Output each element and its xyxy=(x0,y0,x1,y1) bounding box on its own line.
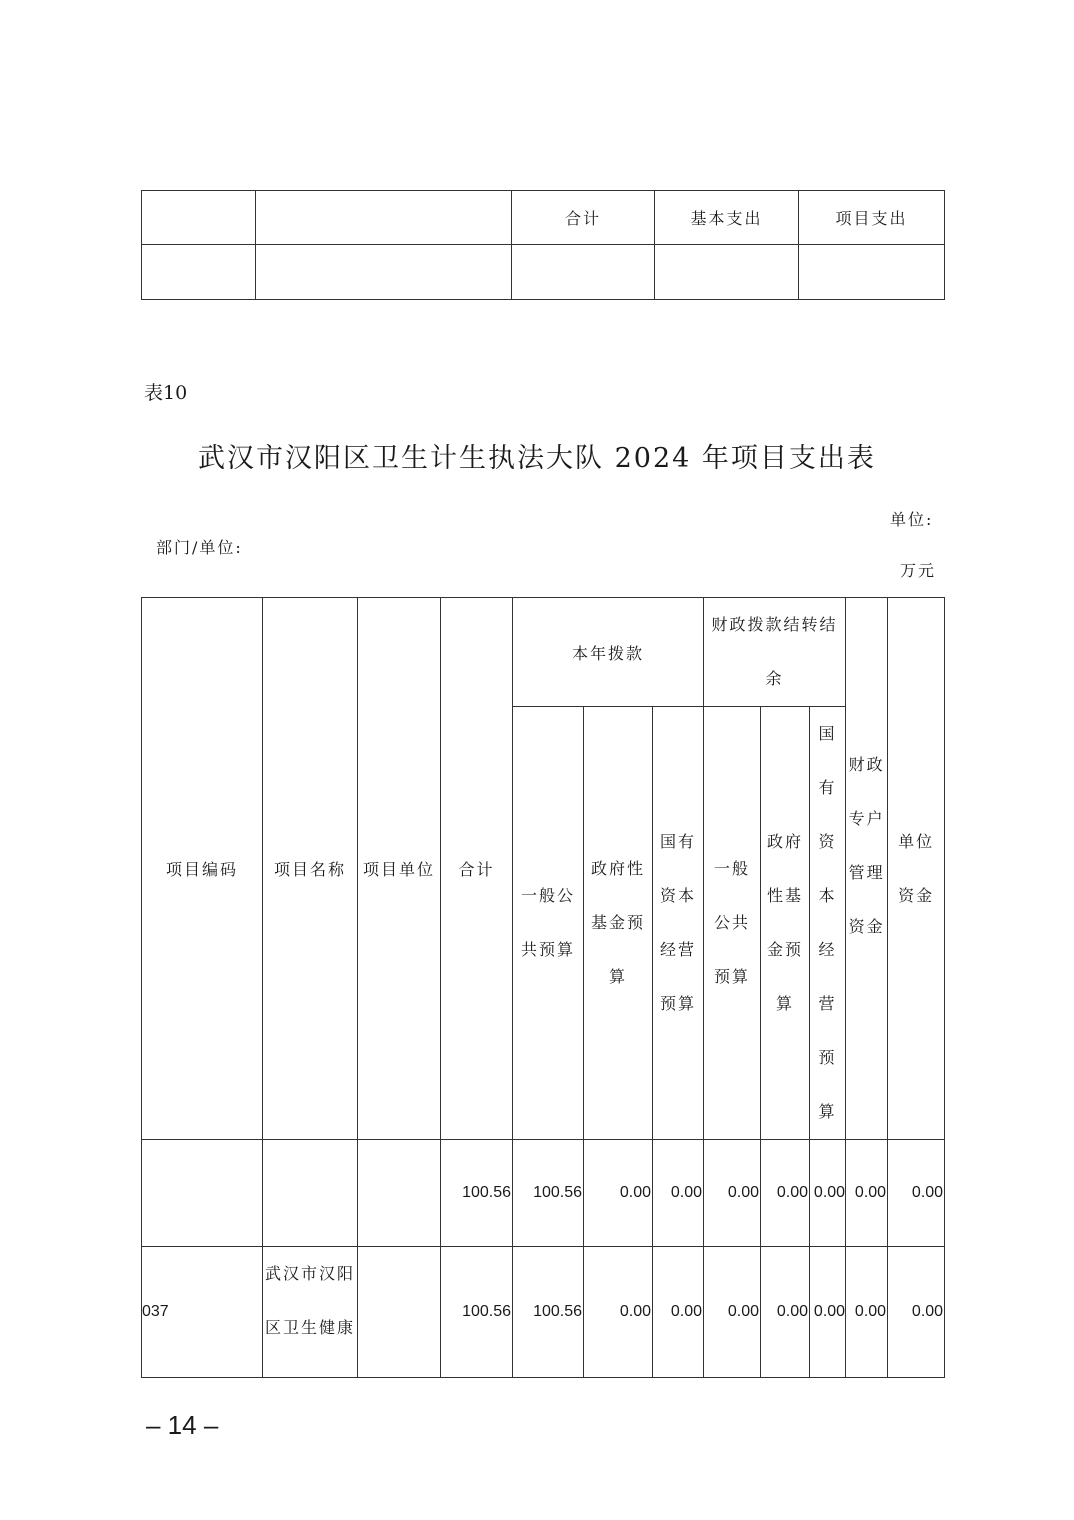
table-row xyxy=(142,1247,945,1378)
header-general xyxy=(513,707,584,1140)
cell-gov-fund-carry: 0.00 xyxy=(761,1247,810,1378)
header-unit-funds-text: 单位资金 xyxy=(898,831,935,905)
cell-name-text: 武汉市汉阳区卫生健康 xyxy=(265,1264,355,1337)
cell-name xyxy=(263,1140,358,1247)
header-state-capital-carry-text: 国有资本经营预算 xyxy=(818,724,837,1121)
top-empty-cell xyxy=(256,245,512,300)
top-header-project: 项目支出 xyxy=(799,191,945,245)
cell-name xyxy=(263,1247,358,1378)
header-code: 项目编码 xyxy=(142,598,263,1140)
cell-special: 0.00 xyxy=(846,1247,888,1378)
cell-total: 100.56 xyxy=(441,1247,513,1378)
header-gov-fund-text: 政府性基金预算 xyxy=(591,859,646,986)
cell-total: 100.56 xyxy=(441,1140,513,1247)
cell-general-carry: 0.00 xyxy=(704,1247,761,1378)
header-special xyxy=(846,598,888,1140)
cell-special: 0.00 xyxy=(846,1140,888,1247)
cell-state-capital-carry xyxy=(810,1140,846,1247)
cell-general-carry: 0.00 xyxy=(704,1140,761,1247)
top-empty-cell xyxy=(142,245,256,300)
header-name: 项目名称 xyxy=(263,598,358,1140)
header-this-year: 本年拨款 xyxy=(513,598,704,707)
header-state-capital-carry xyxy=(810,707,846,1140)
header-total: 合计 xyxy=(441,598,513,1140)
cell-general: 100.56 xyxy=(513,1140,584,1247)
header-gov-fund-carry xyxy=(761,707,810,1140)
cell-state-capital-carry-text: 0.00 xyxy=(813,1303,846,1320)
header-unit-funds xyxy=(888,598,945,1140)
header-gov-fund-carry-text: 政府性基金预算 xyxy=(767,832,804,1013)
header-carryover-text: 财政拨款结转结余 xyxy=(711,615,838,688)
header-general-carry xyxy=(704,707,761,1140)
top-empty-cell xyxy=(512,245,655,300)
cell-unit-funds: 0.00 xyxy=(888,1247,945,1378)
cell-unit xyxy=(358,1140,441,1247)
header-state-capital-text: 国有资本经营预算 xyxy=(660,832,697,1013)
unit-label: 单位: xyxy=(890,510,934,529)
cell-state-capital-carry xyxy=(810,1247,846,1378)
top-empty-cell xyxy=(655,245,799,300)
unit-value: 万元 xyxy=(900,561,937,580)
page-number: – 14 – xyxy=(146,1410,219,1440)
project-expenditure-table xyxy=(141,597,945,1378)
page-title: 武汉市汉阳区卫生计生执法大队 2024 年项目支出表 xyxy=(198,443,876,474)
cell-gov-fund-carry: 0.00 xyxy=(761,1140,810,1247)
header-gov-fund xyxy=(584,707,653,1140)
cell-code: 037 xyxy=(142,1247,263,1378)
cell-unit-funds: 0.00 xyxy=(888,1140,945,1247)
dept-label: 部门/单位: xyxy=(156,538,243,557)
header-state-capital xyxy=(653,707,704,1140)
top-header-total: 合计 xyxy=(512,191,655,245)
top-summary-table xyxy=(141,190,945,300)
cell-unit xyxy=(358,1247,441,1378)
cell-general: 100.56 xyxy=(513,1247,584,1378)
cell-gov-fund: 0.00 xyxy=(584,1140,653,1247)
table-label: 表10 xyxy=(144,382,188,404)
header-unit: 项目单位 xyxy=(358,598,441,1140)
top-empty-cell xyxy=(142,191,256,245)
header-special-text: 财政专户管理资金 xyxy=(848,755,885,936)
top-empty-cell xyxy=(256,191,512,245)
cell-state-capital: 0.00 xyxy=(653,1247,704,1378)
top-empty-cell xyxy=(799,245,945,300)
cell-gov-fund: 0.00 xyxy=(584,1247,653,1378)
cell-state-capital: 0.00 xyxy=(653,1140,704,1247)
cell-code xyxy=(142,1140,263,1247)
header-carryover xyxy=(704,598,846,707)
header-general-text: 一般公共预算 xyxy=(521,886,576,959)
top-header-basic: 基本支出 xyxy=(655,191,799,245)
table-row xyxy=(142,1140,945,1247)
header-general-carry-text: 一般公共预算 xyxy=(714,859,751,986)
cell-state-capital-carry-text: 0.00 xyxy=(813,1184,846,1201)
